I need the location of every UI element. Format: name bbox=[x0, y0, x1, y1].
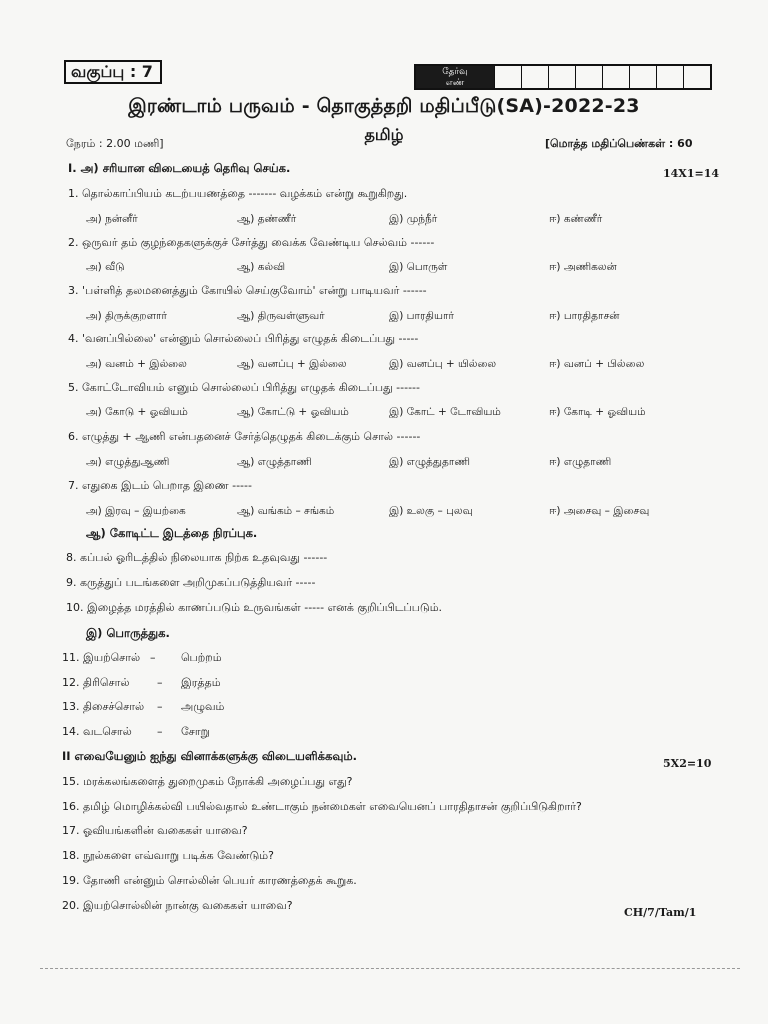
q7-option-c: இ) உலகு – புலவு bbox=[389, 505, 473, 517]
q7-option-a: அ) இரவு – இயற்கை bbox=[86, 505, 186, 517]
question-7: 7. எதுகை இடம் பெறாத இணை ----- bbox=[68, 479, 252, 492]
match-dash: – bbox=[157, 676, 163, 689]
match-left-11: 11. இயற்சொல் bbox=[62, 651, 141, 664]
q3-option-d: ஈ) பாரதிதாசன் bbox=[549, 310, 620, 322]
match-left-12: 12. திரிசொல் bbox=[62, 676, 130, 689]
q5-option-c: இ) கோட் + டோவியம் bbox=[389, 406, 501, 418]
exam-number-label-line2: எண் bbox=[445, 78, 465, 88]
question-2: 2. ஒருவர் தம் குழந்தைகளுக்குச் சேர்த்து வைக்க வேண்டிய செல்வம் ------ bbox=[68, 236, 435, 249]
question-5: 5. கோட்டோவியம் எனும் சொல்லைப் பிரித்து எழுதக் கிடைப்பது ------ bbox=[68, 381, 420, 394]
q1-option-a: அ) நன்னீர் bbox=[86, 213, 138, 225]
section2-heading: II எவையேனும் ஐந்து வினாக்களுக்கு விடையளிக்கவும். bbox=[62, 749, 357, 763]
page-code: CH/7/Tam/1 bbox=[624, 906, 697, 919]
exam-number-cell[interactable] bbox=[494, 66, 521, 88]
section2-marks: 5X2=10 bbox=[663, 757, 712, 770]
question-18: 18. நூல்களை எவ்வாறு படிக்க வேண்டும்? bbox=[62, 849, 274, 862]
q7-option-b: ஆ) வங்கம் – சங்கம் bbox=[237, 505, 335, 517]
subject-title: தமிழ் bbox=[364, 125, 404, 144]
q1-option-d: ஈ) கண்ணீர் bbox=[549, 213, 603, 225]
page-title: இரண்டாம் பருவம் - தொகுத்தறி மதிப்பீடு(SA)-2022-23 bbox=[128, 95, 640, 117]
match-right-12: இரத்தம் bbox=[181, 676, 221, 689]
exam-number-cell[interactable] bbox=[629, 66, 656, 88]
q2-option-b: ஆ) கல்வி bbox=[237, 261, 286, 273]
question-4: 4. 'வனப்பில்லை' என்னும் சொல்லைப் பிரித்து எழுதக் கிடைப்பது ----- bbox=[68, 332, 419, 345]
q5-option-a: அ) கோடு + ஓவியம் bbox=[86, 406, 188, 418]
match-dash: – bbox=[157, 725, 163, 738]
question-6: 6. எழுத்து + ஆணி என்பதனைச் சேர்த்தெழுதக் கிடைக்கும் சொல் ------ bbox=[68, 430, 421, 443]
exam-number-cell[interactable] bbox=[602, 66, 629, 88]
exam-number-cell[interactable] bbox=[683, 66, 710, 88]
exam-number-cell[interactable] bbox=[521, 66, 548, 88]
q4-option-c: இ) வனப்பு + யில்லை bbox=[389, 358, 497, 370]
class-label: வகுப்பு : 7 bbox=[64, 60, 162, 84]
q6-option-d: ஈ) எழுதாணி bbox=[549, 456, 612, 468]
match-right-13: அழுவம் bbox=[181, 700, 225, 713]
question-8: 8. கப்பல் ஓரிடத்தில் நிலையாக நிற்க உதவுவது ------ bbox=[66, 551, 328, 564]
match-dash: – bbox=[157, 700, 163, 713]
question-1: 1. தொல்காப்பியம் கடற்பயணத்தை ------- வழக்கம் என்று கூறுகிறது. bbox=[68, 187, 408, 200]
q5-option-d: ஈ) கோடி + ஓவியம் bbox=[549, 406, 646, 418]
q3-option-c: இ) பாரதியார் bbox=[389, 310, 454, 322]
q1-option-b: ஆ) தண்ணீர் bbox=[237, 213, 297, 225]
question-19: 19. தோணி என்னும் சொல்லின் பெயர் காரணத்தைக் கூறுக. bbox=[62, 874, 357, 887]
match-left-13: 13. திசைச்சொல் bbox=[62, 700, 145, 713]
q6-option-c: இ) எழுத்துதாணி bbox=[389, 456, 470, 468]
exam-number-box bbox=[414, 64, 712, 90]
q3-option-b: ஆ) திருவள்ளுவர் bbox=[237, 310, 325, 322]
q4-option-a: அ) வனம் + இல்லை bbox=[86, 358, 187, 370]
exam-number-cell[interactable] bbox=[575, 66, 602, 88]
section1-marks: 14X1=14 bbox=[663, 167, 720, 180]
question-20: 20. இயற்சொல்லின் நான்கு வகைகள் யாவை? bbox=[62, 899, 293, 912]
q2-option-c: இ) பொருள் bbox=[389, 261, 448, 273]
exam-number-label bbox=[416, 66, 494, 88]
match-right-11: பெற்றம் bbox=[181, 651, 222, 664]
q1-option-c: இ) முந்நீர் bbox=[389, 213, 438, 225]
match-dash: – bbox=[150, 651, 156, 664]
question-10: 10. இழைத்த மரத்தில் காணப்படும் உருவங்கள் ----- எனக் குறிப்பிடப்படும். bbox=[66, 601, 443, 614]
q6-option-a: அ) எழுத்துஆணி bbox=[86, 456, 170, 468]
time-label: நேரம் : 2.00 மணி] bbox=[66, 137, 164, 150]
exam-number-cell[interactable] bbox=[548, 66, 575, 88]
q6-option-b: ஆ) எழுத்தாணி bbox=[237, 456, 312, 468]
section1-heading: I. அ) சரியான விடையைத் தெரிவு செய்க. bbox=[68, 161, 291, 175]
q5-option-b: ஆ) கோட்டு + ஓவியம் bbox=[237, 406, 349, 418]
q4-option-b: ஆ) வனப்பு + இல்லை bbox=[237, 358, 347, 370]
exam-number-cell[interactable] bbox=[656, 66, 683, 88]
question-3: 3. 'பள்ளித் தலமனைத்தும் கோயில் செய்குவோம்' என்று பாடியவர் ------ bbox=[68, 284, 427, 297]
q3-option-a: அ) திருக்குறளார் bbox=[86, 310, 168, 322]
q4-option-d: ஈ) வனப் + பில்லை bbox=[549, 358, 645, 370]
total-marks-label: [மொத்த மதிப்பெண்கள் : 60 bbox=[545, 137, 693, 150]
question-15: 15. மரக்கலங்களைத் துறைமுகம் நோக்கி அழைப்பது எது? bbox=[62, 775, 353, 788]
q7-option-d: ஈ) அசைவு – இசைவு bbox=[549, 505, 650, 517]
exam-number-label-line1: தேர்வு bbox=[442, 67, 468, 77]
match-left-14: 14. வடசொல் bbox=[62, 725, 132, 738]
scan-edge-divider bbox=[40, 968, 740, 969]
question-9: 9. கருத்துப் படங்களை அறிமுகப்படுத்தியவர் ----- bbox=[66, 576, 316, 589]
question-17: 17. ஓவியங்களின் வகைகள் யாவை? bbox=[62, 824, 248, 837]
q2-option-d: ஈ) அணிகலன் bbox=[549, 261, 617, 273]
question-16: 16. தமிழ் மொழிக்கல்வி பயில்வதால் உண்டாகும் நன்மைகள் எவையெனப் பாரதிதாசன் குறிப்பிடுகிறார்? bbox=[62, 800, 582, 813]
q2-option-a: அ) வீடு bbox=[86, 261, 125, 273]
fill-blanks-heading: ஆ) கோடிட்ட இடத்தை நிரப்புக. bbox=[86, 526, 258, 540]
match-heading: இ) பொருத்துக. bbox=[86, 626, 170, 640]
match-right-14: சோறு bbox=[181, 725, 210, 738]
